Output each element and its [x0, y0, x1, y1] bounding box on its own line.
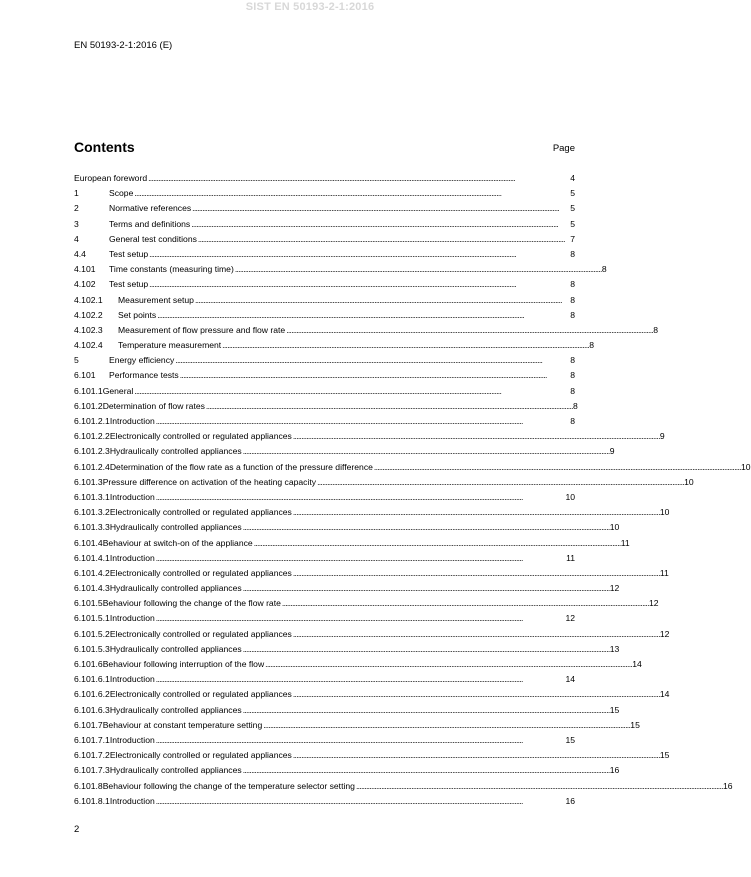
toc-entry[interactable] — [74, 323, 659, 338]
toc-entry-title: Determination of the flow rate as a function of the pressure difference — [109, 461, 373, 472]
toc-entry[interactable] — [74, 794, 575, 809]
toc-entry-number: 6.101.4.1 — [74, 552, 110, 563]
toc-entry-number: 6.101 — [74, 370, 96, 381]
toc-entry-page: 8 — [653, 324, 659, 335]
toc-entry-page: 8 — [570, 355, 575, 366]
toc-entry-title: Electronically controlled or regulated appliances — [109, 689, 292, 700]
toc-entry-title: Electronically controlled or regulated appliances — [109, 507, 292, 518]
toc-entry-number: 6.101.2 — [74, 400, 103, 411]
toc-entry-number: 4.102.4 — [74, 340, 103, 351]
toc-entry-title: Electronically controlled or regulated appliances — [109, 750, 292, 761]
toc-entry[interactable] — [74, 505, 670, 520]
toc-entry[interactable] — [74, 201, 575, 216]
toc-entry-title: Introduction — [109, 552, 155, 563]
toc-entry-number: 6.101.3.3 — [74, 522, 110, 533]
toc-entry-number: 6.101.3.2 — [74, 507, 110, 518]
toc-entry[interactable] — [74, 353, 575, 368]
toc-entry-number: 6.101.2.3 — [74, 446, 110, 457]
page-column-label: Page — [552, 143, 575, 154]
toc-entry-number: 5 — [74, 355, 79, 366]
toc-entry-title: Performance tests — [109, 370, 179, 381]
toc-entry[interactable] — [74, 186, 575, 201]
toc-entry[interactable] — [74, 779, 733, 794]
toc-entry-title: Electronically controlled or regulated appliances — [109, 567, 292, 578]
toc-dot-leader — [134, 186, 569, 201]
toc-dot-leader — [156, 551, 565, 566]
toc-entry-title: Behaviour following the change of the flow rate — [102, 598, 281, 609]
toc-entry-number: 6.101.5 — [74, 598, 103, 609]
toc-entry-page: 10 — [740, 461, 751, 472]
toc-entry-title: Pressure difference on activation of the heating capacity — [102, 476, 317, 487]
document-header: EN 50193-2-1:2016 (E) — [74, 40, 173, 51]
toc-dot-leader — [317, 475, 683, 490]
toc-entry[interactable] — [74, 293, 575, 308]
toc-dot-leader — [235, 262, 601, 277]
toc-entry-page: 11 — [566, 552, 575, 563]
toc-entry[interactable] — [74, 217, 575, 232]
toc-entry-title: Hydraulically controlled appliances — [109, 643, 242, 654]
toc-entry-number: 6.101.2.2 — [74, 431, 110, 442]
toc-dot-leader — [282, 596, 648, 611]
toc-dot-leader — [374, 460, 740, 475]
toc-entry-number: 6.101.4 — [74, 537, 103, 548]
toc-entry[interactable] — [74, 687, 670, 702]
toc-entry-title: Energy efficiency — [109, 355, 175, 366]
toc-entry-title: Electronically controlled or regulated appliances — [109, 628, 292, 639]
toc-entry-number: 6.101.5.1 — [74, 613, 110, 624]
toc-entry-number: 6.101.4.3 — [74, 583, 110, 594]
toc-entry-title: Temperature measurement — [118, 340, 222, 351]
toc-entry-title: Behaviour at switch-on of the appliance — [102, 537, 253, 548]
toc-entry-page: 8 — [570, 248, 575, 259]
toc-entry-number: 6.101.4.2 — [74, 567, 110, 578]
toc-entry-title: Introduction — [109, 674, 155, 685]
toc-entry-page: 9 — [659, 431, 665, 442]
toc-entry-page: 16 — [565, 795, 575, 806]
toc-entry-title: Test setup — [109, 279, 149, 290]
toc-entry-title: General — [102, 385, 134, 396]
toc-dot-leader — [149, 277, 569, 292]
toc-dot-leader — [254, 536, 620, 551]
toc-entry[interactable] — [74, 490, 575, 505]
toc-entry-page: 10 — [609, 522, 620, 533]
toc-entry[interactable] — [74, 672, 575, 687]
toc-entry-page: 5 — [570, 203, 575, 214]
toc-entry-title: Behaviour at constant temperature setting — [102, 719, 263, 730]
toc-dot-leader — [149, 247, 569, 262]
toc-dot-leader — [192, 201, 569, 216]
toc-entry-page: 14 — [632, 659, 642, 669]
toc-entry-page: 15 — [565, 734, 575, 745]
toc-entry-page: 5 — [570, 188, 575, 199]
toc-dot-leader — [134, 384, 569, 399]
toc-entry-page: 8 — [570, 370, 575, 381]
toc-entry-page: 8 — [572, 400, 578, 411]
toc-entry-page: 8 — [570, 416, 575, 426]
toc-dot-leader — [157, 308, 569, 323]
toc-entry-number: 6.101.5.3 — [74, 643, 110, 654]
toc-dot-leader — [156, 490, 565, 505]
toc-dot-leader — [198, 232, 569, 247]
toc-entry-page: 8 — [589, 340, 594, 351]
toc-entry[interactable] — [74, 536, 630, 551]
toc-entry[interactable] — [74, 460, 751, 475]
watermark-text: SIST EN 50193-2-1:2016 — [245, 1, 375, 13]
contents-heading: Contents — [74, 139, 135, 155]
toc-entry-page: 12 — [648, 598, 659, 609]
toc-entry-page: 8 — [601, 264, 607, 275]
toc-entry[interactable] — [74, 247, 575, 262]
toc-entry-title: Terms and definitions — [109, 218, 191, 229]
toc-dot-leader — [148, 171, 569, 186]
toc-entry[interactable] — [74, 551, 575, 566]
toc-entry-page: 11 — [620, 537, 630, 548]
toc-entry-number: 3 — [74, 218, 79, 229]
toc-entry[interactable] — [74, 748, 670, 763]
toc-entry-number: 4.4 — [74, 248, 86, 259]
toc-entry[interactable] — [74, 733, 575, 748]
table-of-contents — [74, 171, 751, 809]
toc-dot-leader — [243, 520, 609, 535]
toc-dot-leader — [175, 353, 569, 368]
toc-entry-title: Behaviour following interruption of the flow — [102, 659, 265, 669]
toc-dot-leader — [191, 217, 569, 232]
toc-entry[interactable] — [74, 611, 575, 626]
toc-entry-title: Measurement of flow pressure and flow rate — [118, 324, 286, 335]
toc-entry-number: 6.101.1 — [74, 385, 103, 396]
toc-dot-leader — [293, 687, 659, 702]
toc-entry[interactable] — [74, 171, 575, 186]
toc-entry-page: 15 — [659, 750, 670, 761]
toc-entry-page: 14 — [659, 689, 670, 700]
toc-entry-number: 6.101.8 — [74, 780, 103, 791]
toc-entry-number: 4.101 — [74, 264, 96, 275]
toc-entry-page: 8 — [570, 279, 575, 290]
toc-entry-page: 16 — [609, 765, 620, 776]
toc-entry[interactable] — [74, 262, 607, 277]
toc-entry[interactable] — [74, 475, 694, 490]
toc-entry-number: 4 — [74, 233, 79, 244]
toc-dot-leader — [243, 703, 609, 718]
toc-entry-number: 6.101.2.4 — [74, 461, 110, 472]
toc-entry-number: 2 — [74, 203, 79, 214]
toc-entry-title: Normative references — [109, 203, 192, 214]
toc-dot-leader — [243, 444, 609, 459]
toc-entry[interactable] — [74, 566, 669, 581]
toc-entry-title: Scope — [109, 188, 134, 199]
toc-entry-page: 5 — [570, 218, 575, 229]
toc-entry[interactable] — [74, 414, 575, 429]
toc-dot-leader — [195, 293, 569, 308]
toc-entry-title: Set points — [118, 309, 157, 320]
toc-entry-number: 6.101.6.2 — [74, 689, 110, 700]
toc-entry[interactable] — [74, 581, 620, 596]
toc-entry-title: Introduction — [109, 491, 155, 502]
toc-entry-title: Test setup — [109, 248, 149, 259]
toc-entry-number: 6.101.7.2 — [74, 750, 110, 761]
toc-entry-title: Determination of flow rates — [102, 400, 205, 411]
toc-entry-number: 4.102.1 — [74, 294, 103, 305]
toc-entry[interactable] — [74, 338, 594, 353]
toc-entry[interactable] — [74, 703, 620, 718]
toc-dot-leader — [293, 505, 659, 520]
toc-entry-title: Measurement setup — [118, 294, 194, 305]
toc-dot-leader — [156, 672, 565, 687]
toc-dot-leader — [293, 748, 659, 763]
toc-entry-page: 12 — [659, 628, 670, 639]
toc-entry-title: European foreword — [74, 173, 148, 183]
toc-entry-title: Hydraulically controlled appliances — [109, 522, 242, 533]
toc-entry-title: Hydraulically controlled appliances — [109, 704, 242, 715]
toc-entry[interactable] — [74, 232, 575, 247]
toc-dot-leader — [286, 323, 652, 338]
toc-dot-leader — [243, 763, 609, 778]
toc-dot-leader — [156, 611, 565, 626]
toc-entry[interactable] — [74, 596, 659, 611]
toc-entry-number: 6.101.5.2 — [74, 628, 110, 639]
toc-entry[interactable] — [74, 642, 620, 657]
toc-entry-title: Introduction — [109, 734, 155, 745]
toc-dot-leader — [206, 399, 572, 414]
toc-entry[interactable] — [74, 657, 642, 672]
toc-entry-page: 8 — [570, 385, 575, 396]
toc-entry-title: Behaviour following the change of the temperature selector setting — [102, 780, 355, 791]
toc-entry[interactable] — [74, 763, 620, 778]
toc-dot-leader — [243, 642, 609, 657]
toc-entry-page: 11 — [659, 567, 669, 578]
toc-entry-number: 6.101.6.3 — [74, 704, 110, 715]
toc-entry[interactable] — [74, 429, 665, 444]
toc-entry[interactable] — [74, 368, 575, 383]
toc-entry-title: Introduction — [109, 416, 155, 426]
toc-entry-number: 6.101.7.1 — [74, 734, 110, 745]
toc-dot-leader — [156, 733, 565, 748]
toc-entry-page: 15 — [609, 704, 620, 715]
toc-entry-page: 7 — [570, 233, 575, 244]
toc-entry-page: 13 — [609, 643, 620, 654]
page-number: 2 — [74, 824, 80, 835]
toc-entry-number: 1 — [74, 188, 79, 199]
toc-entry[interactable] — [74, 718, 640, 733]
toc-entry-number: 4.102 — [74, 279, 96, 290]
toc-entry-title: Hydraulically controlled appliances — [109, 446, 242, 457]
toc-entry-number: 6.101.2.1 — [74, 416, 110, 426]
toc-dot-leader — [356, 779, 722, 794]
toc-dot-leader — [293, 429, 659, 444]
toc-dot-leader — [222, 338, 588, 353]
toc-entry[interactable] — [74, 520, 620, 535]
toc-entry-title: Hydraulically controlled appliances — [109, 765, 242, 776]
toc-entry[interactable] — [74, 308, 575, 323]
toc-entry-page: 12 — [609, 583, 620, 594]
toc-entry-title: Introduction — [109, 795, 155, 806]
toc-entry-number: 6.101.3.1 — [74, 491, 110, 502]
toc-entry[interactable] — [74, 277, 575, 292]
toc-entry-number: 6.101.7 — [74, 719, 103, 730]
toc-dot-leader — [263, 718, 629, 733]
toc-entry-title: Time constants (measuring time) — [109, 264, 234, 275]
toc-entry-number: 6.101.6.1 — [74, 674, 110, 685]
toc-entry-title: Introduction — [109, 613, 155, 624]
toc-entry-page: 10 — [659, 507, 670, 518]
toc-entry-title: Electronically controlled or regulated appliances — [109, 431, 292, 442]
toc-dot-leader — [156, 414, 569, 429]
toc-entry-number: 6.101.3 — [74, 476, 103, 487]
toc-entry-number: 6.101.6 — [74, 659, 103, 669]
toc-entry-page: 4 — [570, 173, 575, 183]
toc-entry-page: 15 — [630, 719, 640, 730]
toc-entry-page: 8 — [570, 309, 575, 320]
toc-entry[interactable] — [74, 444, 615, 459]
toc-entry-title: Hydraulically controlled appliances — [109, 583, 242, 594]
toc-entry-number: 4.102.2 — [74, 309, 103, 320]
toc-entry-page: 10 — [684, 476, 694, 487]
toc-entry-page: 14 — [565, 674, 575, 685]
toc-entry[interactable] — [74, 399, 578, 414]
toc-entry-number: 6.101.8.1 — [74, 795, 110, 806]
toc-entry-number: 4.102.3 — [74, 324, 103, 335]
toc-entry-page: 16 — [722, 780, 733, 791]
toc-entry-page: 10 — [565, 491, 575, 502]
toc-dot-leader — [156, 794, 565, 809]
toc-entry-number: 6.101.7.3 — [74, 765, 110, 776]
toc-dot-leader — [293, 627, 659, 642]
toc-dot-leader — [180, 368, 569, 383]
toc-dot-leader — [293, 566, 659, 581]
toc-entry[interactable] — [74, 627, 670, 642]
toc-entry-page: 8 — [570, 294, 575, 305]
toc-entry-page: 12 — [565, 613, 575, 624]
toc-dot-leader — [243, 581, 609, 596]
toc-entry-title: General test conditions — [109, 233, 197, 244]
toc-dot-leader — [265, 657, 631, 672]
toc-entry-page: 9 — [609, 446, 615, 457]
toc-entry[interactable] — [74, 384, 575, 399]
